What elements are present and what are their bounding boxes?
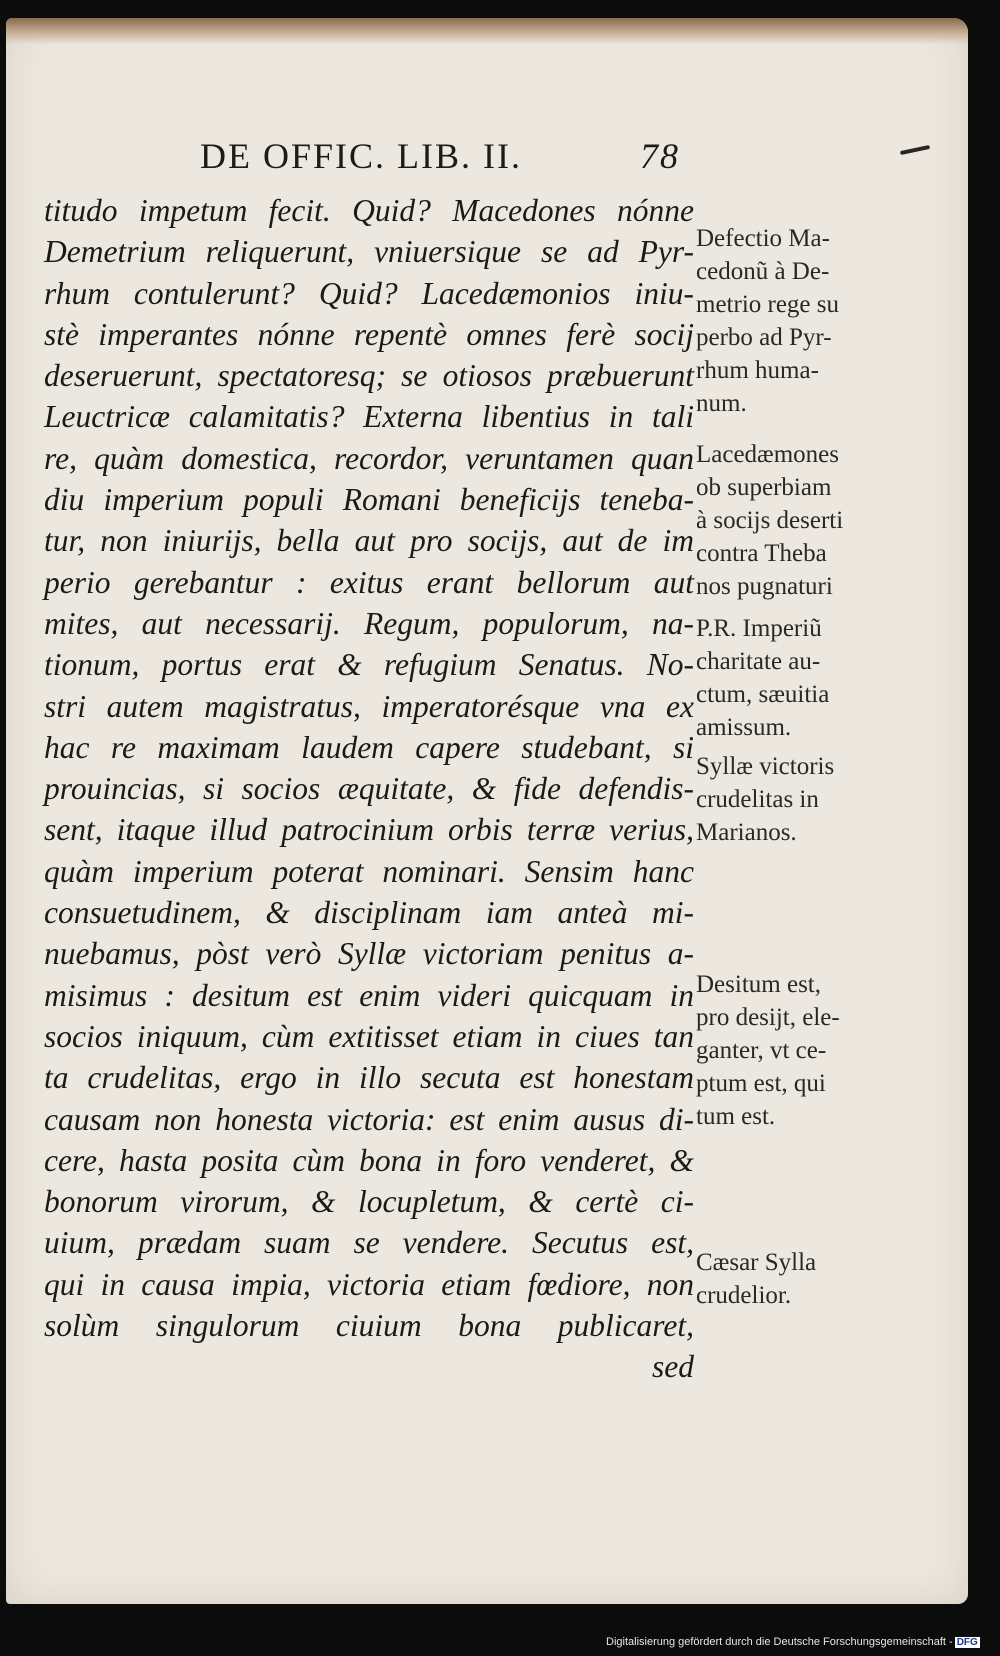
text-line: sent, itaque illud patrocinium orbis terræ verius, [44, 812, 694, 848]
margin-note-line: metrio rege su [696, 291, 840, 318]
margin-note-line: cedonũ à De- [696, 258, 830, 285]
margin-note-2 [696, 438, 886, 603]
text-line: Demetrium reliquerunt, vniuersique se ad Pyr- [44, 234, 694, 270]
margin-note-1 [696, 222, 886, 420]
margin-note-line: Defectio Ma- [696, 225, 830, 252]
margin-note-4 [696, 750, 886, 849]
text-line: titudo impetum fecit. Quid? Macedones nónne [44, 193, 694, 228]
text-line: cere, hasta posita cùm bona in foro venderet, & [44, 1142, 694, 1178]
margin-note-line: P.R. Imperiũ [696, 615, 822, 642]
text-line: qui in causa impia, victoria etiam fœdiore, non [44, 1266, 694, 1302]
margin-note-line: nos pugnaturi [696, 573, 833, 600]
margin-note-line: Lacedæmones [696, 441, 840, 468]
text-line: tionum, portus erat & refugium Senatus. No- [44, 647, 694, 683]
margin-note-line: tum est. [696, 1103, 776, 1130]
text-line: consuetudinem, & disciplinam iam anteà mi- [44, 895, 694, 931]
text-line: quàm imperium poterat nominari. Sensim hanc [44, 853, 694, 889]
margin-note-6 [696, 1246, 886, 1312]
text-line: sed [652, 1349, 694, 1385]
margin-note-line: amissum. [696, 714, 792, 741]
margin-note-line: charitate au- [696, 648, 821, 675]
margin-note-line: ctum, sæuitia [696, 681, 830, 708]
margin-note-line: ptum est, qui [696, 1070, 826, 1097]
margin-note-5 [696, 968, 886, 1133]
margin-note-line: ob superbiam [696, 474, 832, 501]
margin-note-line: à socijs deserti [696, 507, 844, 534]
margin-note-line: Syllæ victoris [696, 753, 835, 780]
text-line: stri autem magistratus, imperatorésque vna ex [44, 688, 694, 724]
text-line: causam non honesta victoria: est enim ausus di- [44, 1101, 694, 1137]
text-line: mites, aut necessarij. Regum, populorum, na- [44, 605, 694, 641]
margin-note-line: pro desijt, ele- [696, 1004, 840, 1031]
running-title: DE OFFIC. LIB. II. [200, 136, 522, 176]
margin-note-line: ganter, vt ce- [696, 1037, 827, 1064]
text-line: solùm singulorum ciuium bona publicaret, [44, 1308, 694, 1344]
margin-note-line: perbo ad Pyr- [696, 324, 832, 351]
text-line: misimus : desitum est enim videri quicquam in [44, 977, 694, 1013]
page-top-edge [6, 18, 968, 44]
running-header [200, 135, 700, 185]
text-line: tur, non iniurijs, bella aut pro socijs, aut de im [44, 523, 694, 559]
text-line: nuebamus, pòst verò Syllæ victoriam penitus a- [44, 936, 694, 972]
margin-note-line: Marianos. [696, 819, 797, 846]
dfg-logo: DFG [956, 1637, 978, 1648]
text-line: socios iniquum, cùm extitisset etiam in ciues tan [44, 1018, 694, 1054]
footer-text: Digitalisierung gefördert durch die Deutsche Forschungsgemeinschaft - [606, 1636, 953, 1648]
text-line: hac re maximam laudem capere studebant, si [44, 729, 694, 765]
margin-note-line: contra Theba [696, 540, 827, 567]
text-line: bonorum virorum, & locupletum, & certè ci- [44, 1184, 694, 1220]
text-line: Leuctricæ calamitatis? Externa libentius in tali [44, 399, 694, 435]
margin-note-line: rhum huma- [696, 357, 819, 384]
page-number: 78 [640, 136, 680, 176]
margin-note-line: Cæsar Sylla [696, 1249, 817, 1276]
text-line: diu imperium populi Romani beneficijs teneba- [44, 482, 694, 518]
main-text-block [44, 190, 694, 1388]
margin-note-line: num. [696, 390, 747, 417]
text-line: perio gerebantur : exitus erant bellorum aut [44, 564, 694, 600]
margin-note-line: crudelitas in [696, 786, 819, 813]
text-line: stè imperantes nónne repentè omnes ferè socij [44, 316, 694, 352]
margin-note-line: Desitum est, [696, 971, 821, 998]
digitization-footer [606, 1636, 980, 1648]
margin-note-3 [696, 612, 886, 744]
margin-note-line: crudelior. [696, 1282, 792, 1309]
text-line: ta crudelitas, ergo in illo secuta est honestam [44, 1060, 694, 1096]
text-line: re, quàm domestica, recordor, veruntamen quan [44, 440, 694, 476]
text-line: uium, prædam suam se vendere. Secutus est, [44, 1225, 694, 1261]
text-line: prouincias, si socios æquitate, & fide defendis- [44, 771, 694, 807]
text-line: deseruerunt, spectatoresq; se otiosos præbuerunt [44, 358, 694, 394]
text-line: rhum contulerunt? Quid? Lacedæmonios iniu- [44, 275, 694, 311]
